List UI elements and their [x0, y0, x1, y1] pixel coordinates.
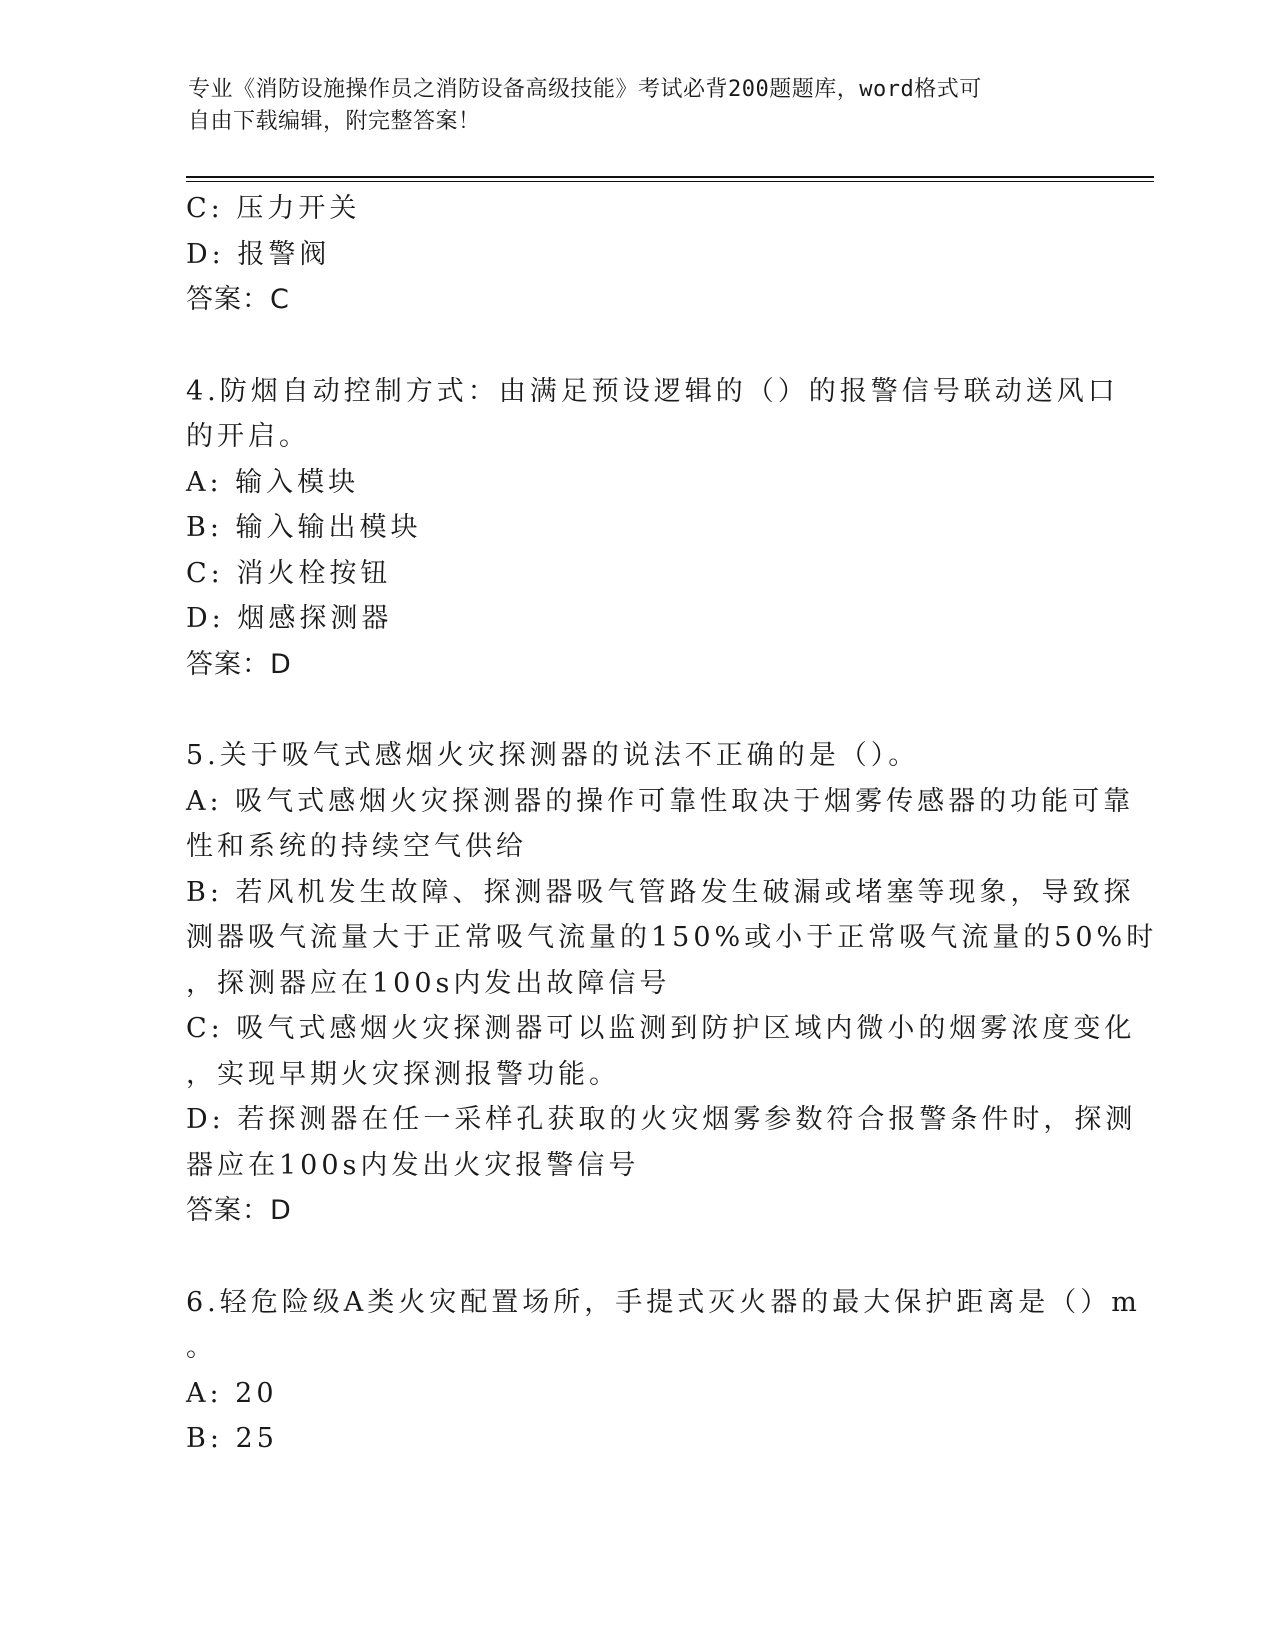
q4-stem: 4.防烟自动控制方式：由满足预设逻辑的（）的报警信号联动送风口 [186, 375, 1119, 407]
q6-option-a: A: 20 [186, 1377, 278, 1409]
q5-stem: 5.关于吸气式感烟火灾探测器的说法不正确的是（）。 [186, 740, 920, 771]
q5-option-b-cont: 测器吸气流量大于正常吸气流量的150%或小于正常吸气流量的50%时 [186, 922, 1158, 953]
q5-option-d: D: 若探测器在任一采样孔获取的火灾烟雾参数符合报警条件时，探测 [186, 1104, 1137, 1135]
q4-option-b: B: 输入输出模块 [186, 512, 422, 543]
q6-stem-cont: 。 [186, 1332, 217, 1363]
q5-option-b-cont: ，探测器应在100s内发出故障信号 [186, 967, 671, 999]
spacer [186, 1234, 1076, 1280]
question-list [186, 186, 1158, 1462]
q4-stem-cont: 的开启。 [186, 421, 310, 452]
header-divider-thin [186, 181, 1154, 182]
header-line: 专业《消防设施操作员之消防设备高级技能》考试必背200题题库，word格式可 [188, 77, 982, 102]
q5-option-c-cont: ，实现早期火灾探测报警功能。 [186, 1058, 620, 1090]
q4-option-a: A: 输入模块 [186, 466, 360, 498]
spacer [186, 687, 1076, 733]
q5-answer: 答案：D [186, 1195, 292, 1226]
q5-option-c: C: 吸气式感烟火灾探测器可以监测到防护区域内微小的烟雾浓度变化 [186, 1013, 1136, 1044]
q3-option-c: C: 压力开关 [186, 193, 361, 224]
q4-option-d: D: 烟感探测器 [186, 603, 393, 634]
q4-option-c: C: 消火栓按钮 [186, 557, 392, 589]
q5-option-a-cont: 性和系统的持续空气供给 [186, 831, 527, 862]
q5-option-d-cont: 器应在100s内发出火灾报警信号 [186, 1149, 640, 1181]
q5-option-a: A: 吸气式感烟火灾探测器的操作可靠性取决于烟雾传感器的功能可靠 [186, 785, 1135, 817]
q6-option-b: B: 25 [186, 1423, 278, 1454]
spacer [186, 323, 1076, 369]
q4-answer: 答案：D [186, 648, 292, 680]
q6-stem: 6.轻危险级A类火灾配置场所，手提式灭火器的最大保护距离是（）m [186, 1286, 1141, 1318]
q3-option-d: D: 报警阀 [186, 238, 331, 270]
q3-answer: 答案：C [186, 284, 290, 315]
q5-option-b: B: 若风机发生故障、探测器吸气管路发生破漏或堵塞等现象，导致探 [186, 876, 1135, 908]
header-divider [186, 176, 1154, 178]
header-line: 自由下载编辑，附完整答案！ [188, 109, 481, 134]
document-header [188, 74, 1068, 138]
